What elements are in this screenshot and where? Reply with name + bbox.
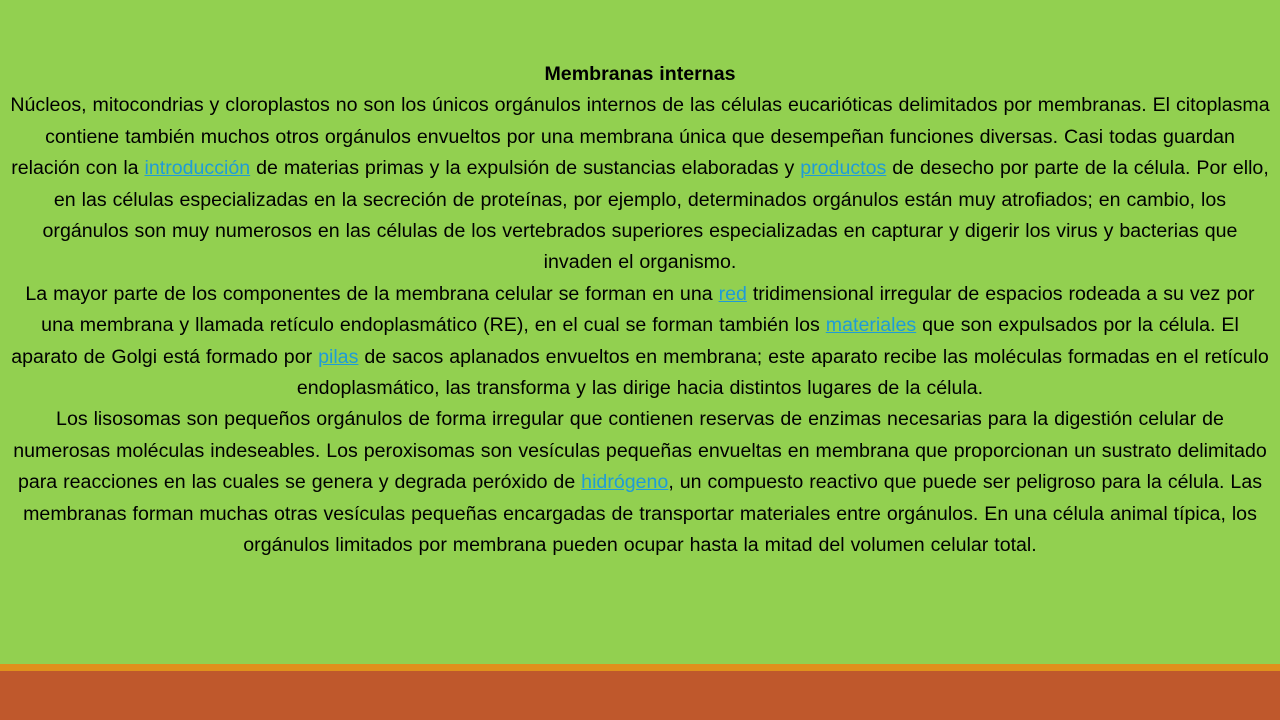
paragraph-3 [10,404,1270,561]
paragraph-1 [10,90,1270,278]
link-materiales[interactable]: materiales [825,314,917,337]
paragraph-2 [10,279,1270,405]
paragraph-3-text-1: Los lisosomas son pequeños orgánulos de forma irregular que contienen reservas de enzimas necesarias para la digestión celular de numerosas moléculas indeseables. Los peroxisomas son vesículas pequeñas envueltas en membrana que proporcionan un sustrato delimitado para reacciones en las cuales se genera y degrada peróxido de [13,408,1267,494]
paragraph-1-text-3: de desecho por parte de la célula. Por ello, en las células especializadas en la secreción de proteínas, por ejemplo, determinados orgánulos están muy atrofiados; en cambio, los orgánulos son muy numerosos en las células de los vertebrados superiores especializadas en capturar y digerir los virus y bacterias que invaden el organismo. [42,157,1269,274]
footer-band [0,671,1280,720]
paragraph-2-text-1: La mayor parte de los componentes de la membrana celular se forman en una [25,282,719,305]
slide-title: Membranas internas [544,63,736,85]
paragraph-1-text-1: Núcleos, mitocondrias y cloroplastos no son los únicos orgánulos internos de las células eucarióticas delimitados por membranas. El citoplasma contiene también muchos otros orgánulos envueltos por una membrana única que desempeñan funciones diversas. Casi todas guardan relación con la [10,94,1270,180]
link-hidrogeno[interactable]: hidrógeno [581,471,669,494]
paragraph-2-text-3: que son expulsados por la célula. El aparato de Golgi está formado por [11,314,1239,368]
slide-content [10,59,1270,562]
paragraph-2-text-4: de sacos aplanados envueltos en membrana; este aparato recibe las moléculas formadas en el retículo endoplasmático, las transforma y las dirige hacia distintos lugares de la célula. [296,345,1269,400]
link-introduccion[interactable]: introducción [144,157,251,180]
accent-stripe [0,664,1280,671]
paragraph-2-text-2: tridimensional irregular de espacios rodeada a su vez por una membrana y llamada retículo endoplasmático (RE), en el cual se forman también los [41,282,1255,337]
link-red[interactable]: red [718,282,747,305]
paragraph-3-text-2: , un compuesto reactivo que puede ser peligroso para la célula. Las membranas forman muchas otras vesículas pequeñas encargadas de transportar materiales entre orgánulos. En una célula animal típica, los orgánulos limitados por membrana pueden ocupar hasta la mitad del volumen celular total. [23,471,1263,557]
paragraph-1-text-2: de materias primas y la expulsión de sustancias elaboradas y [250,157,801,180]
link-productos[interactable]: productos [800,157,887,180]
link-pilas[interactable]: pilas [318,345,359,368]
